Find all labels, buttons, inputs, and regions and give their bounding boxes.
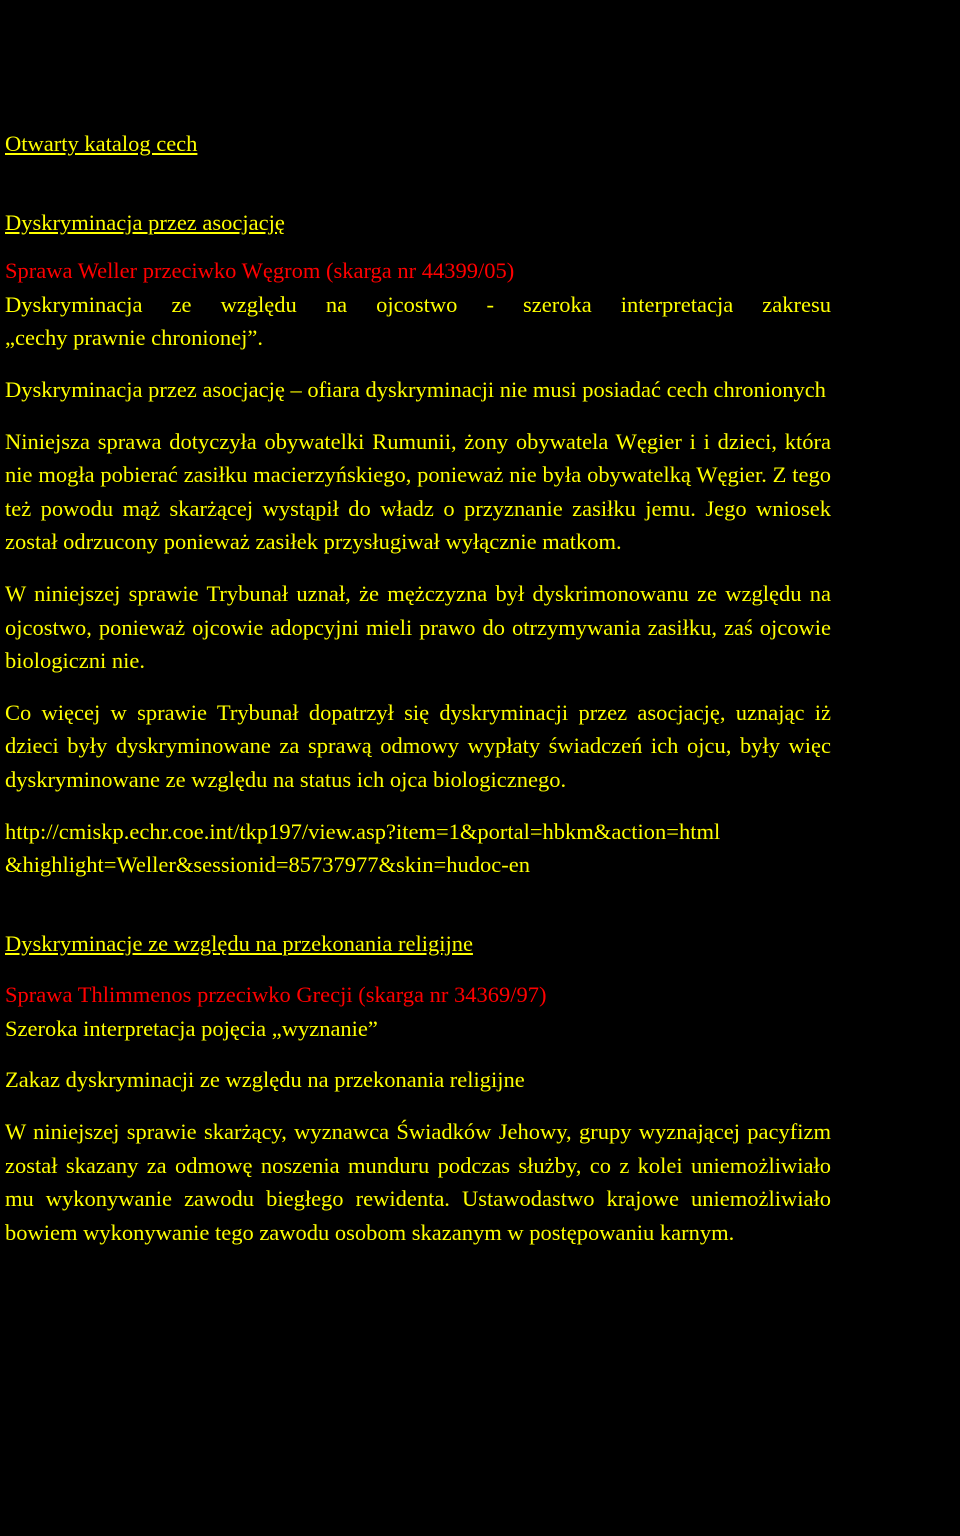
- catalog-heading: Otwarty katalog cech: [5, 131, 198, 156]
- lead-paragraph-religion: Zakaz dyskryminacji ze względu na przekonania religijne: [5, 1067, 525, 1093]
- case-title-weller: Sprawa Weller przeciwko Węgrom (skarga nr 44399/05): [5, 258, 515, 284]
- case-subtitle-line-1: Dyskryminacja ze względu na ojcostwo - szeroka interpretacja zakresu: [5, 291, 831, 317]
- section-heading-association: Dyskryminacja przez asocjację: [5, 209, 285, 235]
- source-link-line-2[interactable]: &highlight=Weller&sessionid=85737977&skin=hudoc-en: [5, 852, 530, 878]
- paragraph-ruling-weller: W niniejszej sprawie Trybunał uznał, że mężczyzna był dyskrimonowanu ze względu na ojcostwo, ponieważ ojcowie adopcyjni mieli prawo do otrzymywania zasiłku, zaś ojcowie biologiczni nie.: [5, 580, 831, 674]
- source-link-line-1[interactable]: http://cmiskp.echr.coe.int/tkp197/view.asp?item=1&portal=hbkm&action=html: [5, 818, 721, 844]
- case-subtitle-line-2: „cechy prawnie chronionej”.: [5, 325, 263, 351]
- section-heading-religion: Dyskryminacje ze względu na przekonania religijne: [5, 930, 473, 956]
- paragraph-association-ruling: Co więcej w sprawie Trybunał dopatrzył się dyskryminacji przez asocjację, uznając iż dzieci były dyskryminowane za sprawą odmowy wypłaty świadczeń ich ojcu, były więc dyskryminowane ze względu na status ich ojca biologicznego.: [5, 699, 831, 792]
- document-page: [5, 127, 831, 1249]
- paragraph-facts-weller: Niniejsza sprawa dotyczyła obywatelki Rumunii, żony obywatela Węgier i i dzieci, która nie mogła pobierać zasiłku macierzyńskiego, ponieważ nie była obywatelką Węgier. Z tego też powodu mąż skarżącej wystąpił do władz o przyznanie zasiłku jemu. Jego wniosek został odrzucony ponieważ zasiłek przysługiwał wyłącznie matkom.: [5, 428, 831, 555]
- case-title-thlimmenos: Sprawa Thlimmenos przeciwko Grecji (skarga nr 34369/97): [5, 982, 547, 1008]
- case-subtitle-religion: Szeroka interpretacja pojęcia „wyznanie”: [5, 1015, 378, 1041]
- lead-paragraph-association: Dyskryminacja przez asocjację – ofiara dyskryminacji nie musi posiadać cech chronionych: [5, 376, 826, 402]
- paragraph-facts-thlimmenos: W niniejszej sprawie skarżący, wyznawca Świadków Jehowy, grupy wyznającej pacyfizm został skazany za odmowę noszenia munduru podczas służby, co z kolei uniemożliwiało mu wykonywanie zawodu biegłego rewidenta. Ustawodastwo krajowe uniemożliwiało bowiem wykonywanie tego zawodu osobom skazanym w postępowaniu karnym.: [5, 1119, 831, 1245]
